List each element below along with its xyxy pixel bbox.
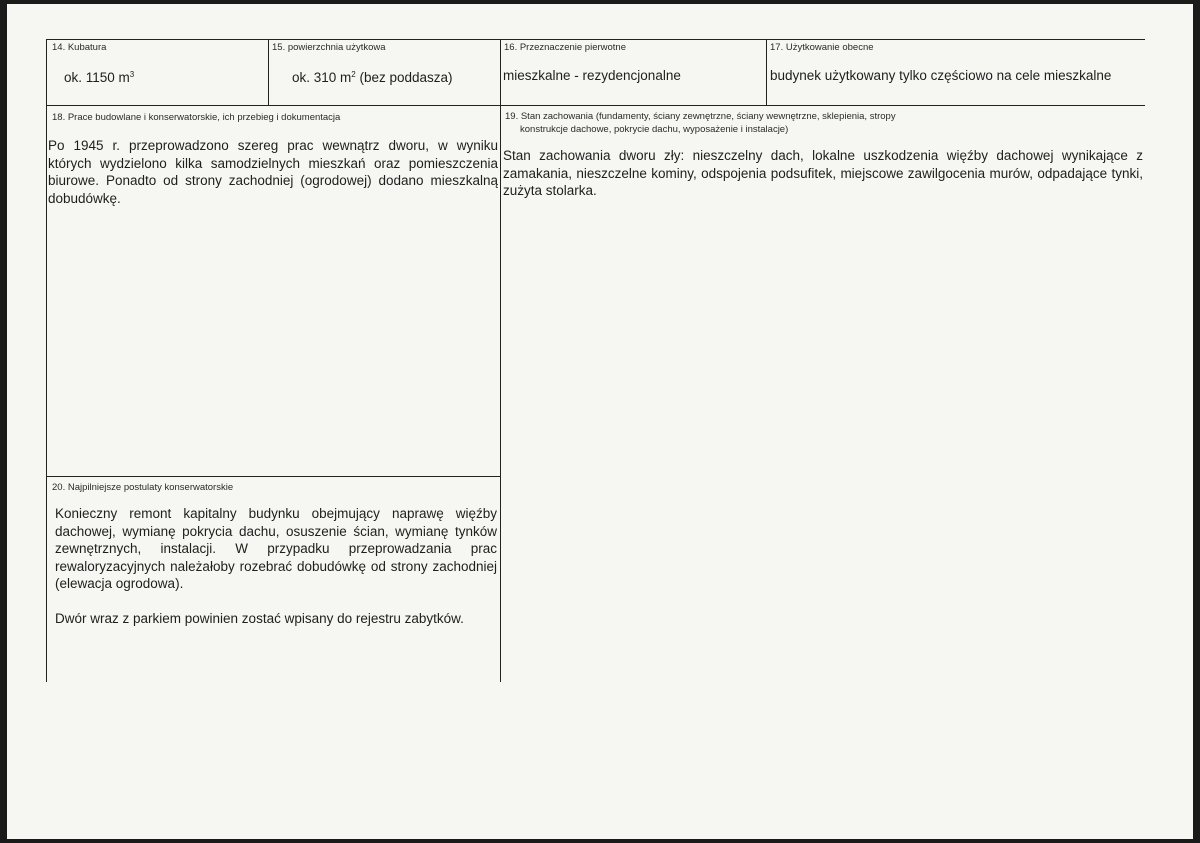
grid-line-row1 xyxy=(46,105,1145,106)
field-18-text: Po 1945 r. przeprowadzono szereg prac wewnątrz dworu, w wyniku których wydzielono kilka samodzielnych mieszkań oraz pomieszczenia biurowe. Ponadto od strony zachodniej (ogrodowej) dodano mieszkalną dobudówkę. xyxy=(48,138,498,206)
field-19-label-continued: konstrukcje dachowe, pokrycie dachu, wyposażenie i instalacje) xyxy=(520,124,789,135)
field-19-label: 19. Stan zachowania (fundamenty, ściany zewnętrzne, ściany wewnętrzne, sklepienia, stropy xyxy=(505,111,896,122)
field-15-label: 15. powierzchnia użytkowa xyxy=(272,42,386,53)
field-18-label: 18. Prace budowlane i konserwatorskie, ich przebieg i dokumentacja xyxy=(52,112,341,123)
field-14-value: ok. 1150 $m^3$ xyxy=(64,70,135,85)
scan-border-bottom xyxy=(0,839,1200,843)
field-16-value: mieszkalne - rezydencjonalne xyxy=(503,68,681,83)
field-20-text xyxy=(55,505,497,627)
field-17-value: budynek użytkowany tylko częściowo na cele mieszkalne xyxy=(770,68,1112,83)
grid-line-row2 xyxy=(46,476,500,477)
scan-border-right xyxy=(1193,0,1200,843)
field-14-label: 14. Kubatura xyxy=(52,42,107,53)
field-20-paragraph-2: Dwór wraz z parkiem powinien zostać wpisany do rejestru zabytków. xyxy=(55,610,464,626)
field-20-label: 20. Najpilniejsze postulaty konserwatorskie xyxy=(52,482,234,493)
grid-line-left xyxy=(46,39,47,682)
field-17-label: 17. Użytkowanie obecne xyxy=(770,42,874,53)
scan-border-left xyxy=(0,0,7,843)
scan-border-top xyxy=(0,0,1200,4)
grid-line-col-15 xyxy=(268,39,269,105)
grid-line-top xyxy=(46,39,1145,40)
field-16-label: 16. Przeznaczenie pierwotne xyxy=(504,42,626,53)
grid-line-col-17 xyxy=(766,39,767,105)
field-15-value: ok. 310 $m^2$ (bez poddasza) xyxy=(292,70,453,85)
field-19-text: Stan zachowania dworu zły: nieszczelny dach, lokalne uszkodzenia więźby dachowej wynikające z zamakania, nieszczelne kominy, odspojenia podsufitek, miejscowe zawilgocenia murów, odpadające tynki, zużyta stolarka. xyxy=(503,148,1143,198)
grid-line-middle xyxy=(500,39,501,682)
field-20-paragraph-1: Konieczny remont kapitalny budynku obejmujący naprawę więźby dachowej, wymianę pokrycia dachu, osuszenie ścian, wymianę tynków zewnętrznych, instalacji. W przypadku przeprowadzania prac rewaloryzacyjnych należałoby rozebrać dobudówkę od strony zachodniej (elewacja ogrodowa). xyxy=(55,506,497,591)
